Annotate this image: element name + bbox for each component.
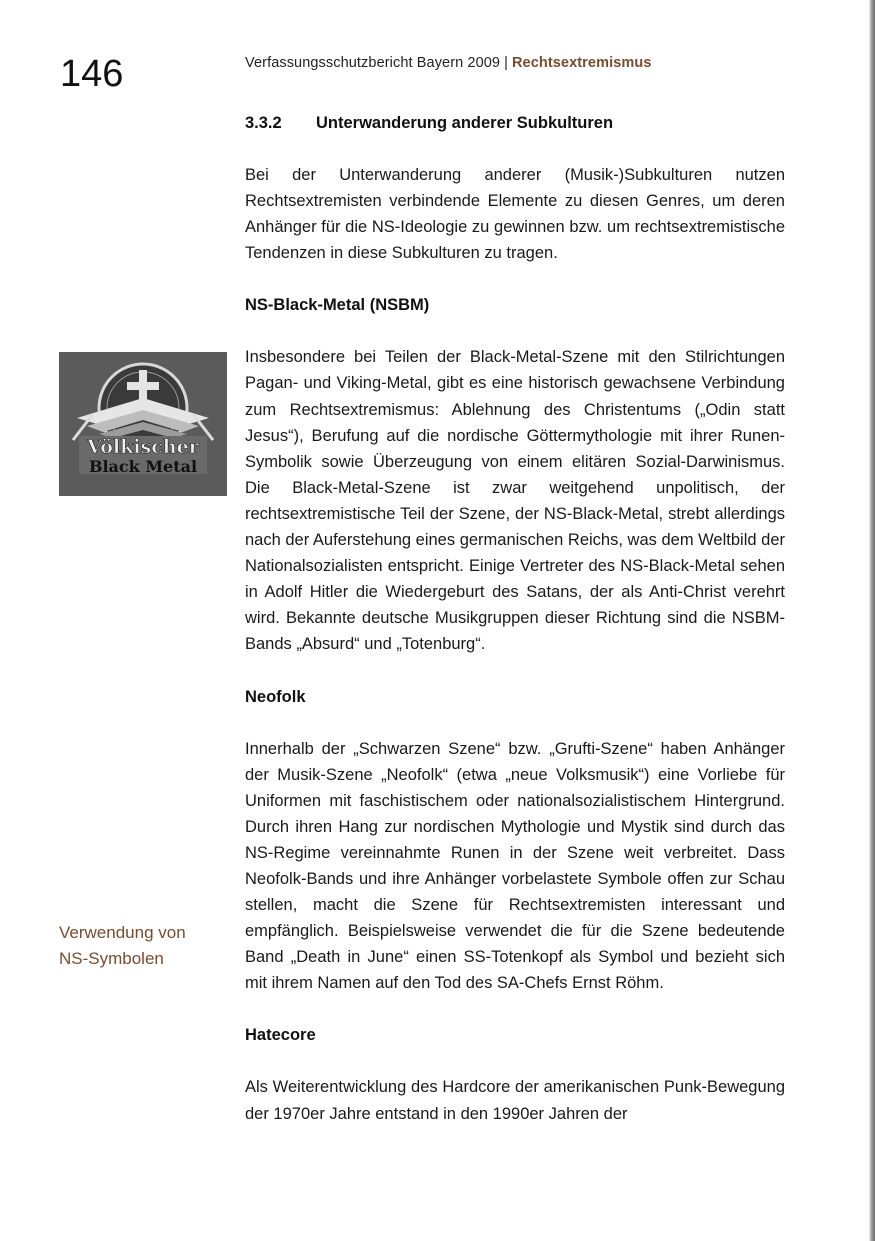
- intro-paragraph: Bei der Unterwanderung anderer (Musik-)Subkulturen nutzen Rechtsextremisten verbindende Elemente zu diesen Genres, um deren Anhänger für die NS-Ideologie zu gewinnen bzw. um rechtsextremistische Tendenzen in diese Subkulturen zu tragen.: [245, 166, 785, 263]
- neofolk-heading: Neofolk: [245, 687, 306, 706]
- header-section: Rechtsextremismus: [511, 55, 652, 71]
- header-separator: |: [504, 55, 508, 71]
- main-content: [245, 110, 785, 1127]
- margin-note-line1: Verwendung von: [59, 923, 186, 942]
- page-edge-shadow: [869, 0, 875, 1241]
- voelkischer-black-metal-logo: [59, 352, 227, 496]
- nsbm-heading: NS-Black-Metal (NSBM): [245, 296, 430, 315]
- hatecore-heading: Hatecore: [245, 1026, 316, 1045]
- eagle-emblem-icon: [59, 352, 227, 496]
- running-header: [245, 55, 651, 71]
- section-number: 3.3.2: [245, 114, 282, 132]
- logo-text-line2: Black Metal: [88, 457, 198, 476]
- page-number: 146: [60, 53, 124, 95]
- hatecore-paragraph: Als Weiterentwicklung des Hardcore der amerikanischen Punk-Bewegung der 1970er Jahre entstand in den 1990er Jahren der: [245, 1078, 785, 1123]
- nsbm-paragraph: Insbesondere bei Teilen der Black-Metal-Szene mit den Stilrichtungen Pagan- und Viking-Metal, gibt es eine historisch gewachsene Verbindung zum Rechtsextremismus: Ablehnung des Christentums („Odin statt Jesus“), Berufung auf die nordische Göttermythologie mit ihrer Runen-Symbolik sowie Überzeugung von einem elitären Sozial-Darwinismus. Die Black-Metal-Szene ist zwar weitgehend unpolitisch, der rechtsextremistische Teil der Szene, der NS-Black-Metal, strebt allerdings nach der Auferstehung eines germanischen Reichs, was dem Weltbild der Nationalsozialisten entspricht. Einige Vertreter des NS-Black-Metal sehen in Adolf Hitler die Wiedergeburt des Satans, der als Anti-Christ verehrt wird. Bekannte deutsche Musikgruppen dieser Richtung sind die NSBM-Bands „Absurd“ und „Totenburg“.: [245, 348, 785, 654]
- logo-text-line1: Völkischer: [87, 436, 199, 458]
- report-title: Verfassungsschutzbericht Bayern 2009: [245, 55, 501, 71]
- neofolk-paragraph: Innerhalb der „Schwarzen Szene“ bzw. „Grufti-Szene“ haben Anhänger der Musik-Szene „Neofolk“ (etwa „neue Volksmusik“) eine Vorliebe für Uniformen mit faschistischem oder nationalsozialistischem Hintergrund. Durch ihren Hang zur nordischen Mythologie und Mystik sind durch das NS-Regime vereinnahmte Runen in der Szene weit verbreitet. Dass Neofolk-Bands und ihre Anhänger vorbelastete Symbole offen zur Schau stellen, macht die Szene für Rechtsextremisten interessant und empfänglich. Beispielsweise verwendet die für die Szene bedeutende Band „Death in June“ einen SS-Totenkopf als Symbol und bezieht sich mit ihrem Namen auf den Tod des SA-Chefs Ernst Röhm.: [245, 739, 785, 993]
- margin-note: [59, 920, 239, 972]
- section-title: Unterwanderung anderer Subkulturen: [316, 114, 614, 132]
- margin-note-line2: NS-Symbolen: [59, 949, 164, 968]
- section-heading: [245, 110, 785, 136]
